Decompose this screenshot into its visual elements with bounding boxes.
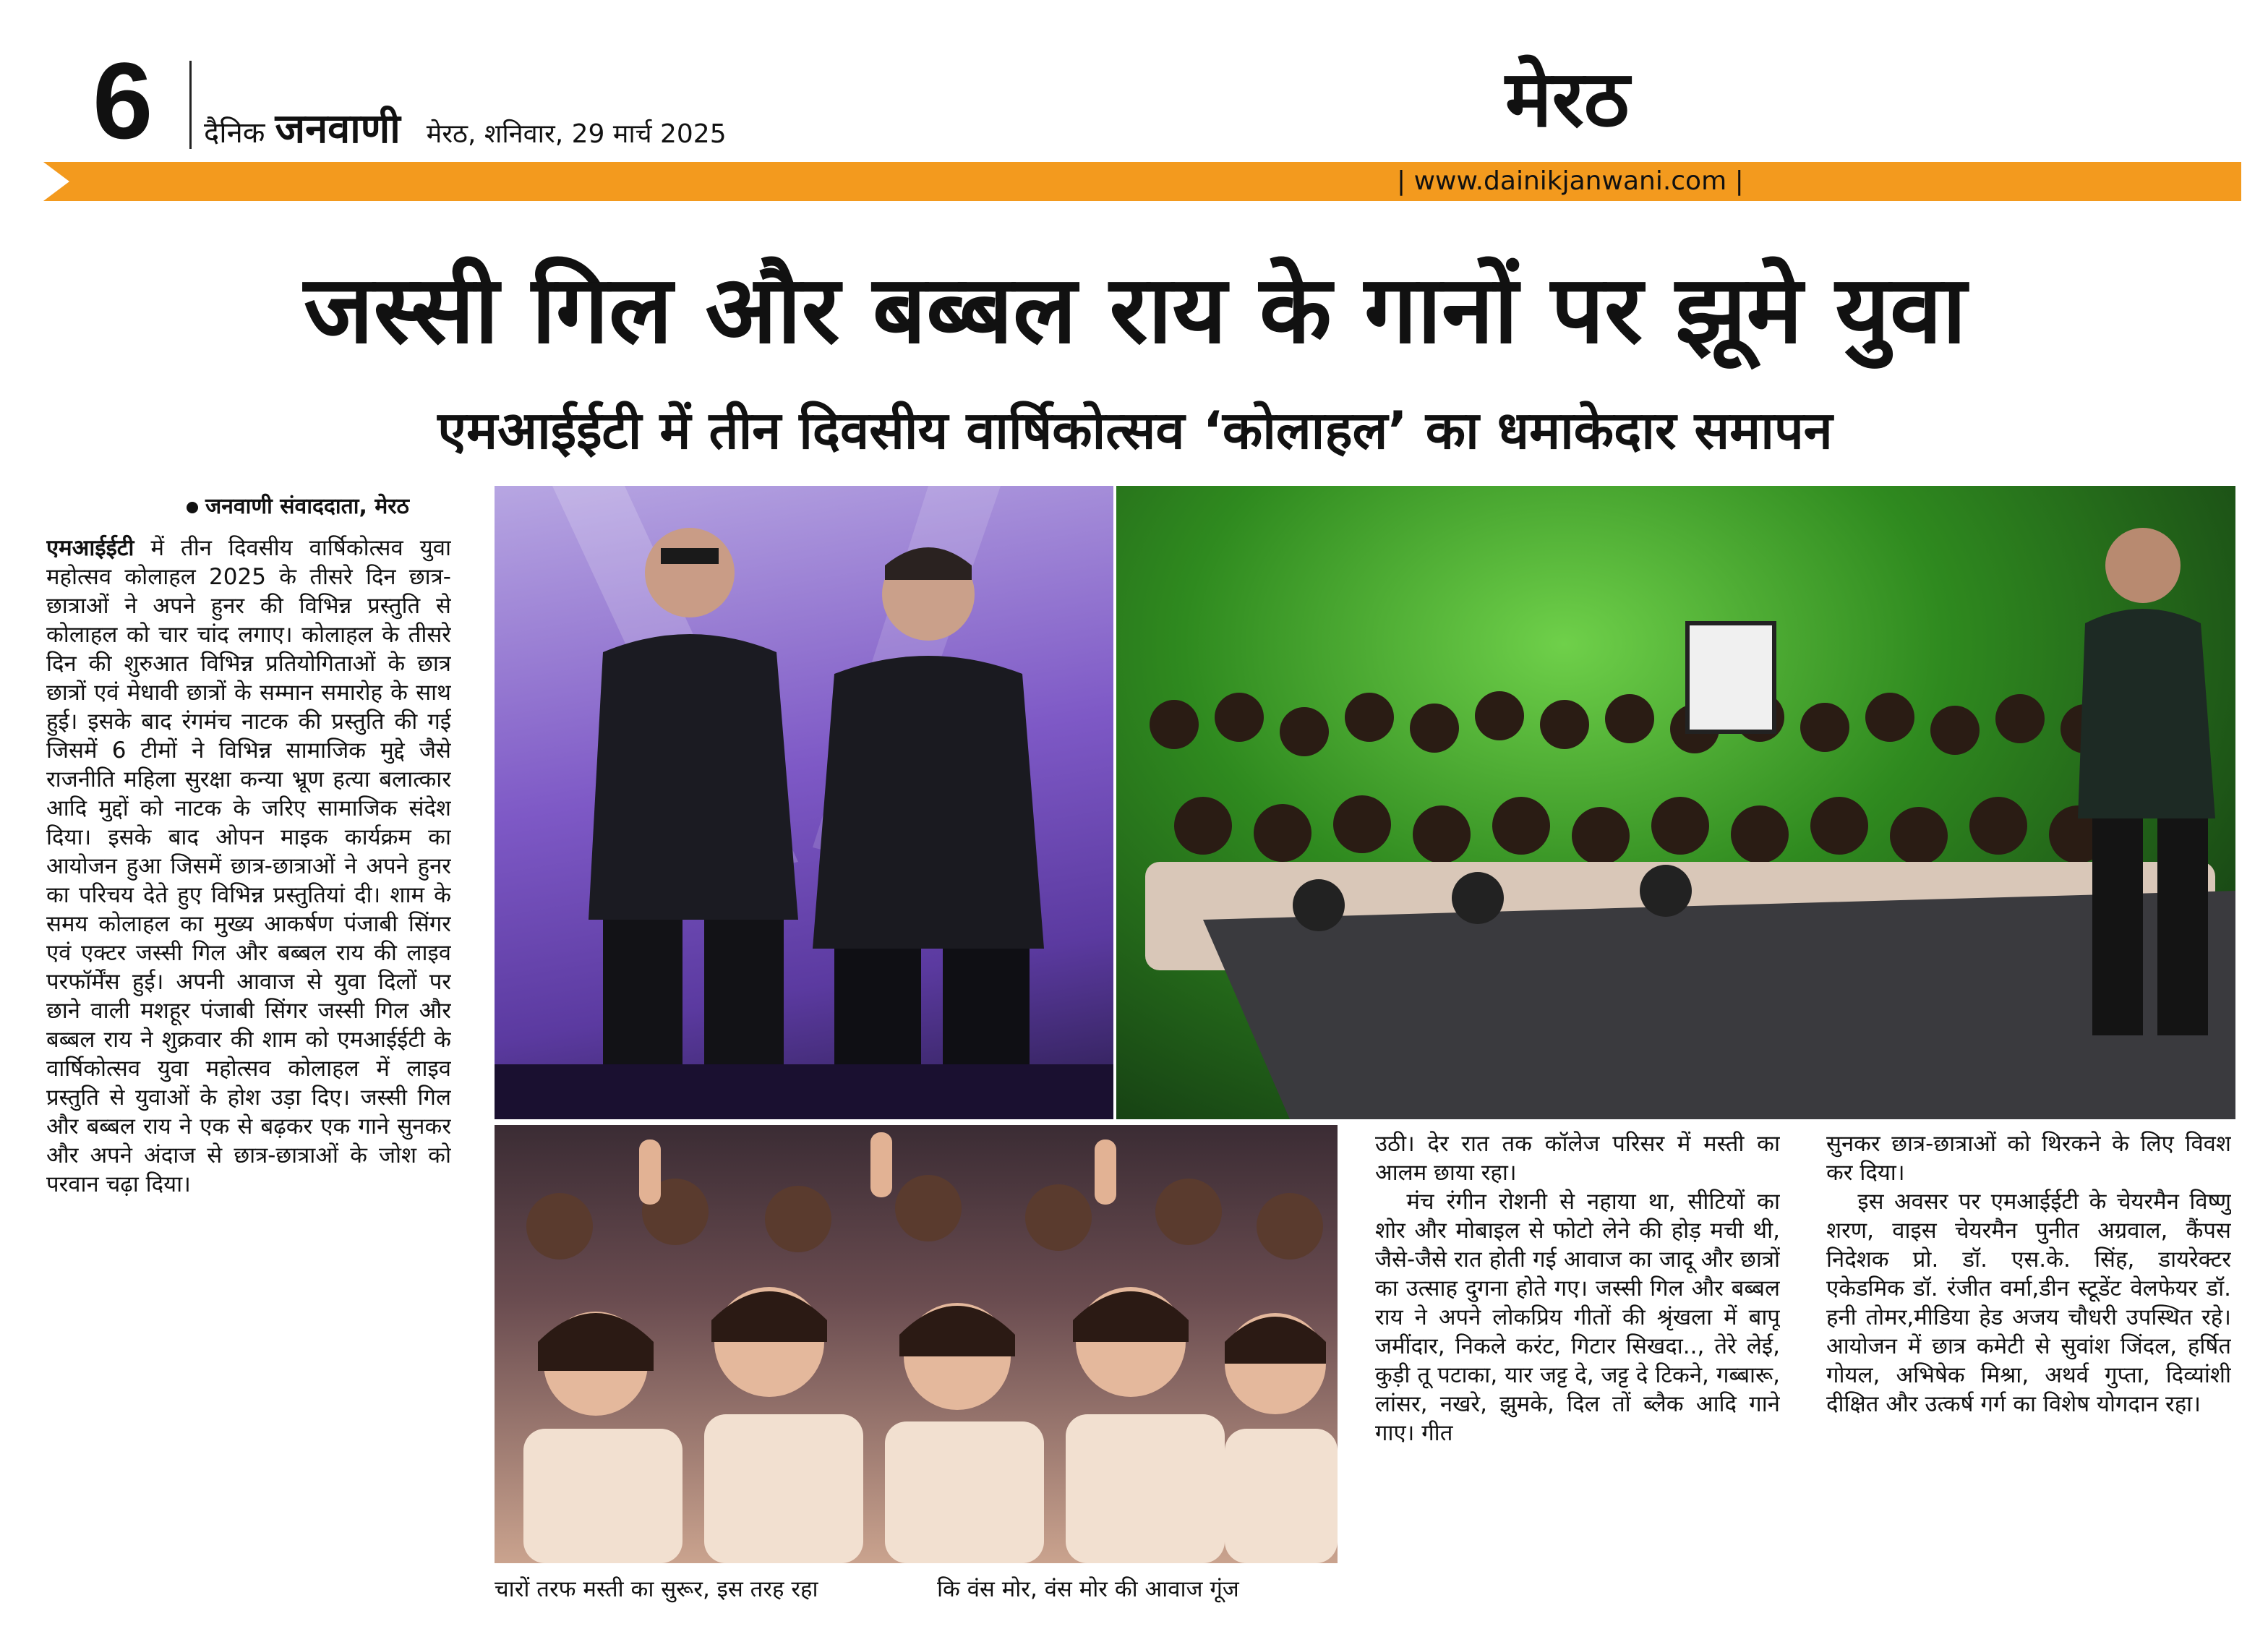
caption-right: कि वंस मोर, वंस मोर की आवाज गूंज — [937, 1576, 1239, 1602]
article-column-4 — [1826, 1129, 2231, 1607]
col1-text: में तीन दिवसीय वार्षिकोत्सव युवा महोत्सव कोलाहल 2025 के तीसरे दिन छात्र-छात्राओं ने अपने हुनर की विभिन्न प्रस्तुति से कोलाहल को चार चांद लगाए। कोलाहल के तीसरे दिन की शुरुआत विभिन्न प्रतियोगिताओं के छात्र छात्रों एवं मेधावी छात्रों के सम्मान समारोह के साथ हुई। इसके बाद रंगमंच नाटक की प्रस्तुति की गई जिसमें 6 टीमों ने विभिन्न सामाजिक मुद्दे जैसे राजनीति महिला सुरक्षा कन्या भ्रूण हत्या बलात्कार आदि मुद्दों को नाटक के जरिए सामाजिक संदेश दिया। इसके बाद ओपन माइक कार्यक्रम का आयोजन हुआ जिसमें छात्र-छात्राओं ने अपने हुनर का परिचय देते हुए विभिन्न प्रस्तुतियां दी। शाम के समय कोलाहल का मुख्य आकर्षण पंजाबी सिंगर एवं एक्टर जस्सी गिल और बब्बल राय की लाइव परफॉर्मेंस हुई। अपनी आवाज से युवा दिलों पर छाने वाली मशहूर पंजाबी सिंगर जस्सी गिल और बब्बल राय ने शुक्रवार की शाम को एमआईईटी के वार्षिकोत्सव युवा महोत्सव कोलाहल में लाइव प्रस्तुति से युवाओं के होश उड़ा दिए। जस्सी गिल और बब्बल राय ने एक से बढ़कर एक गाने सुनकर और अपने अंदाज से छात्र-छात्राओं के जोश को परवान चढ़ा दिया। — [46, 535, 451, 1197]
article-paragraph: उठी। देर रात तक कॉलेज परिसर में मस्ती का आलम छाया रहा। — [1375, 1131, 1780, 1186]
brand-prefix: दैनिक — [204, 116, 265, 150]
edition-date: मेरठ, शनिवार, 29 मार्च 2025 — [426, 119, 727, 149]
band-chevron-icon — [43, 162, 69, 201]
article-paragraph — [46, 534, 451, 1199]
page-number: 6 — [93, 40, 153, 161]
crowd-illustration — [495, 1125, 1338, 1563]
byline-text: जनवाणी संवाददाता, मेरठ — [205, 494, 409, 519]
subheadline: एमआईईटी में तीन दिवसीय वार्षिकोत्सव ‘कोलाहल’ का धमाकेदार समापन — [437, 400, 1833, 461]
newspaper-brand — [204, 100, 727, 155]
masthead-divider — [189, 61, 192, 149]
website-url: | www.dainikjanwani.com | — [1397, 166, 1744, 196]
caption-left: चारों तरफ मस्ती का सुरूर, इस तरह रहा — [495, 1576, 818, 1602]
headline: जस्सी गिल और बब्बल राय के गानों पर झूमे युवा — [304, 255, 1967, 364]
article-paragraph: मंच रंगीन रोशनी से नहाया था, सीटियों का शोर और मोबाइल से फोटो लेने की होड़ मची थी, जैसे-जैसे रात होती गई आवाज का जादू और छात्रों का उत्साह दुगना होते गए। जस्सी गिल और बब्बल राय ने अपने लोकप्रिय गीतों की श्रृंखला में बापू जमींदार, निकले करंट, गिटार सिखदा.., तेरे लेई, कुड़ी तू पटाका, यार जट्ट दे, जट्ट दे टिकने, गब्बारू, लांसर, नखरे, झुमके, दिल तों ब्लैक आदि गाने गाए। गीत — [1375, 1189, 1780, 1446]
stage-illustration — [1116, 486, 2235, 1119]
lead-word: एमआईईटी — [46, 535, 134, 561]
singers-illustration — [495, 486, 1113, 1119]
photo-students-crowd — [495, 1125, 1338, 1563]
article-paragraph: सुनकर छात्र-छात्राओं को थिरकने के लिए विवश कर दिया। — [1826, 1131, 2231, 1186]
byline — [187, 490, 409, 520]
article-column-3 — [1375, 1129, 1780, 1607]
brand-name: जनवाणी — [275, 106, 401, 153]
bullet-icon — [187, 502, 198, 513]
photo-singers-duo — [495, 486, 1113, 1119]
photo-stage-crowd — [1116, 486, 2235, 1119]
article-paragraph: इस अवसर पर एमआईईटी के चेयरमैन विष्णु शरण, वाइस चेयरमैन पुनीत अग्रवाल, कैंपस निदेशक प्रो. डॉ. एस.के. सिंह, डायरेक्टर एकेडमिक डॉ. रंजीत वर्मा,डीन स्टूडेंट वेलफेयर डॉ. हनी तोमर,मीडिया हेड अजय चौधरी उपस्थित रहे। आयोजन में छात्र कमेटी से सुवांश जिंदल, हर्षित गोयल, अभिषेक मिश्रा, अथर्व गुप्ता, दिव्यांशी दीक्षित और उत्कर्ष गर्ग का विशेष योगदान रहा। — [1826, 1189, 2231, 1417]
orange-band — [43, 162, 2241, 201]
section-title: मेरठ — [1505, 54, 1630, 145]
article-column-1 — [46, 534, 451, 1604]
